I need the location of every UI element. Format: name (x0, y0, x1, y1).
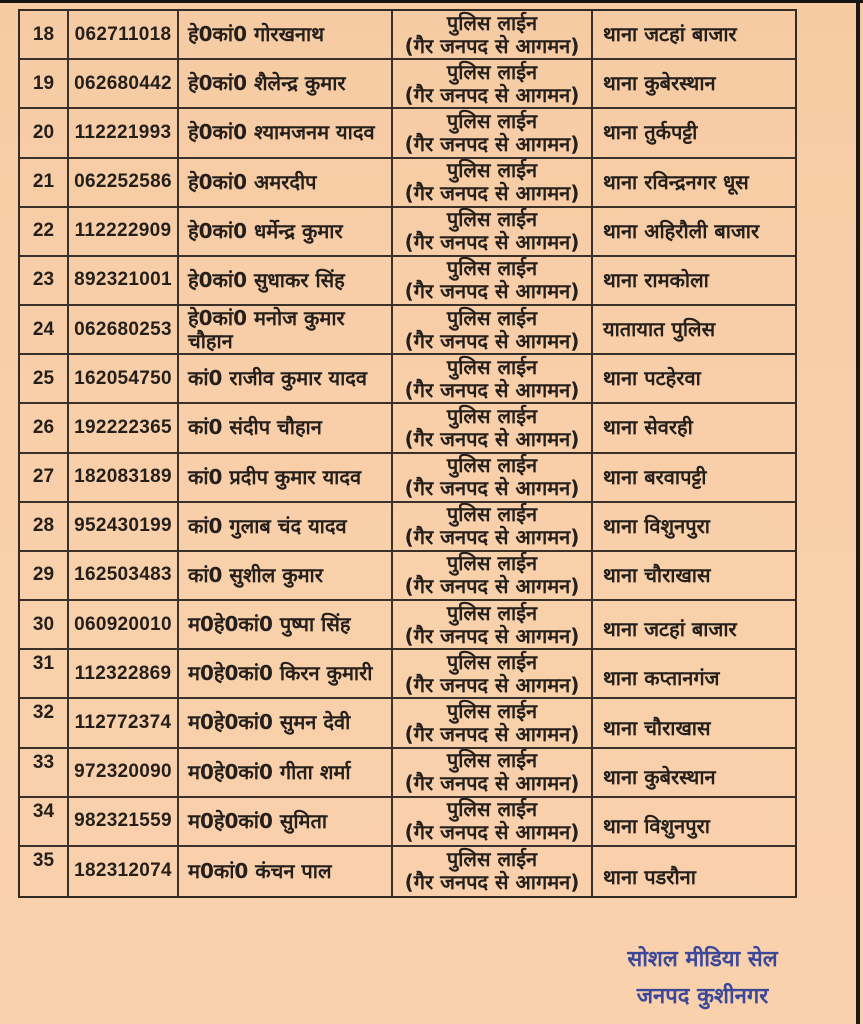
station-cell: थाना विशुनपुरा (603, 813, 710, 838)
posting-cell (393, 749, 593, 796)
serial-number-cell: 33 (20, 749, 69, 796)
serial-number-cell: 32 (20, 699, 69, 746)
posting-cell (393, 552, 593, 599)
name-cell: म0हे0कां0 सुमिता (179, 798, 393, 845)
table-row (20, 355, 795, 404)
serial-number-cell: 29 (20, 552, 69, 599)
station-cell: थाना पडरौना (603, 865, 696, 889)
id-number-cell: 060920010 (69, 601, 179, 648)
serial-number-cell: 22 (20, 208, 69, 255)
posting-line2: (गैर जनपद से आगमन) (404, 476, 580, 501)
name-cell: म0हे0कां0 किरन कुमारी (179, 650, 393, 697)
posting-line2: (गैर जनपद से आगमन) (404, 672, 580, 697)
station-cell: थाना जटहां बाजार (603, 22, 737, 47)
serial-number-cell: 26 (20, 404, 69, 451)
id-number-cell: 972320090 (69, 749, 179, 796)
name-cell: कां0 राजीव कुमार यादव (179, 355, 393, 402)
station-cell: थाना कुबेरस्थान (603, 764, 716, 789)
posting-cell (393, 257, 593, 304)
posting-line2: (गैर जनपद से आगमन) (404, 230, 580, 255)
table-row (20, 699, 795, 748)
serial-number-cell: 31 (20, 650, 69, 697)
station-cell: थाना तुर्कपट्टी (603, 120, 698, 145)
serial-number-cell: 24 (20, 306, 69, 353)
posting-line2: (गैर जनपद से आगमन) (404, 820, 580, 845)
table-row (20, 404, 795, 453)
table-row (20, 257, 795, 306)
posting-line2: (गैर जनपद से आगमन) (404, 279, 580, 304)
posting-cell (393, 847, 593, 896)
posting-line2: (गैर जनपद से आगमन) (404, 721, 580, 746)
posting-line1: पुलिस लाईन (446, 355, 538, 379)
posting-line2: (गैर जनपद से आगमन) (404, 623, 580, 648)
id-number-cell: 112222909 (69, 208, 179, 255)
footer-signature (600, 941, 805, 1015)
serial-number-cell: 25 (20, 355, 69, 402)
posting-line1: पुलिस लाईन (446, 453, 538, 478)
posting-line1: पुलिस लाईन (446, 207, 538, 232)
serial-number-cell: 23 (20, 257, 69, 304)
posting-line2: (गैर जनपद से आगमन) (404, 82, 580, 107)
footer-line-district: जनपद कुशीनगर (636, 984, 769, 1009)
posting-line2: (गैर जनपद से आगमन) (404, 131, 580, 156)
posting-line2: (गैर जनपद से आगमन) (404, 870, 580, 895)
serial-number-cell: 35 (20, 847, 69, 896)
posting-line2: (गैर जनपद से आगमन) (404, 426, 580, 451)
posting-line1: पुलिस लाईन (446, 109, 538, 133)
id-number-cell: 062680253 (69, 306, 179, 353)
posting-cell (393, 60, 593, 107)
posting-line1: पुलिस लाईन (446, 699, 538, 723)
table-row (20, 552, 795, 601)
station-cell: थाना चौराखास (603, 562, 711, 587)
table-row (20, 650, 795, 699)
name-cell: म0कां0 कंचन पाल (179, 847, 393, 896)
posting-cell (393, 306, 593, 353)
posting-cell (393, 208, 593, 255)
posting-line1: पुलिस लाईन (446, 551, 538, 576)
table-row (20, 208, 795, 257)
photo-right-edge (856, 0, 860, 1024)
name-cell: हे0कां0 शैलेन्द्र कुमार (179, 60, 393, 107)
station-cell: थाना विशुनपुरा (603, 513, 710, 538)
posting-cell (393, 503, 593, 550)
table-row (20, 11, 795, 60)
serial-number-cell: 28 (20, 503, 69, 550)
id-number-cell: 952430199 (69, 503, 179, 550)
id-number-cell: 182312074 (69, 847, 179, 896)
station-cell: थाना रविन्द्रनगर धूस (603, 169, 749, 194)
posting-line2: (गैर जनपद से आगमन) (404, 574, 580, 599)
name-cell: कां0 प्रदीप कुमार यादव (179, 454, 393, 501)
name-cell: हे0कां0 श्यामजनम यादव (179, 109, 393, 156)
posting-cell (393, 109, 593, 156)
posting-cell (393, 454, 593, 501)
table-row (20, 749, 795, 798)
posting-line1: पुलिस लाईन (446, 256, 538, 281)
station-cell: थाना सेवरही (603, 415, 693, 440)
posting-line1: पुलिस लाईन (446, 748, 538, 773)
posting-cell (393, 11, 593, 58)
station-cell: थाना चौराखास (603, 715, 711, 740)
name-cell: म0हे0कां0 पुष्पा सिंह (179, 601, 393, 648)
id-number-cell: 892321001 (69, 257, 179, 304)
posting-line1: पुलिस लाईन (446, 11, 538, 35)
station-cell: थाना कुबेरस्थान (603, 71, 716, 96)
id-number-cell: 062711018 (69, 11, 179, 58)
id-number-cell: 062252586 (69, 159, 179, 206)
id-number-cell: 112772374 (69, 699, 179, 746)
posting-cell (393, 699, 593, 746)
station-cell: थाना कप्तानगंज (603, 666, 720, 691)
posting-line1: पुलिस लाईन (446, 158, 538, 183)
station-cell: थाना अहिरौली बाजार (603, 218, 760, 243)
id-number-cell: 982321559 (69, 798, 179, 845)
station-cell: थाना पटहेरवा (603, 366, 701, 391)
id-number-cell: 112221993 (69, 109, 179, 156)
table-row (20, 159, 795, 208)
table-row (20, 60, 795, 109)
serial-number-cell: 21 (20, 159, 69, 206)
posting-line1: पुलिस लाईन (446, 847, 538, 872)
posting-line2: (गैर जनपद से आगमन) (404, 771, 580, 796)
serial-number-cell: 34 (20, 798, 69, 845)
id-number-cell: 182083189 (69, 454, 179, 501)
posting-line2: (गैर जनपद से आगमन) (404, 525, 580, 550)
posting-cell (393, 404, 593, 451)
posting-line1: पुलिस लाईन (446, 797, 538, 822)
id-number-cell: 162503483 (69, 552, 179, 599)
id-number-cell: 112322869 (69, 650, 179, 697)
serial-number-cell: 20 (20, 109, 69, 156)
table-row (20, 454, 795, 503)
posting-line1: पुलिस लाईन (446, 60, 538, 84)
posting-line2: (गैर जनपद से आगमन) (404, 328, 580, 353)
posting-line1: पुलिस लाईन (446, 306, 538, 330)
station-cell: थाना जटहां बाजार (603, 617, 737, 642)
serial-number-cell: 18 (20, 11, 69, 58)
station-cell: थाना बरवापट्टी (603, 464, 707, 489)
serial-number-cell: 19 (20, 60, 69, 107)
posting-cell (393, 355, 593, 402)
posting-cell (393, 798, 593, 845)
table-row (20, 798, 795, 847)
table-row (20, 109, 795, 158)
posting-cell (393, 159, 593, 206)
name-cell: म0हे0कां0 सुमन देवी (179, 699, 393, 746)
name-cell: हे0कां0 धर्मेन्द्र कुमार (179, 208, 393, 255)
table-row (20, 503, 795, 552)
posting-cell (393, 650, 593, 697)
name-cell: हे0कां0 सुधाकर सिंह (179, 257, 393, 304)
serial-number-cell: 30 (20, 601, 69, 648)
station-cell: थाना रामकोला (603, 267, 709, 292)
posting-line1: पुलिस लाईन (446, 601, 538, 625)
name-cell: हे0कां0 मनोज कुमार चौहान (179, 306, 393, 353)
station-cell: यातायात पुलिस (603, 317, 716, 342)
posting-line1: पुलिस लाईन (446, 650, 538, 674)
id-number-cell: 192222365 (69, 404, 179, 451)
name-cell: हे0कां0 गोरखनाथ (179, 11, 393, 58)
table-row (20, 847, 795, 896)
table-row (20, 601, 795, 650)
posting-line1: पुलिस लाईन (446, 502, 538, 527)
posting-line2: (गैर जनपद से आगमन) (404, 377, 580, 402)
posting-line1: पुलिस लाईन (446, 404, 538, 428)
name-cell: कां0 संदीप चौहान (179, 404, 393, 451)
id-number-cell: 162054750 (69, 355, 179, 402)
name-cell: कां0 गुलाब चंद यादव (179, 503, 393, 550)
name-cell: कां0 सुशील कुमार (179, 552, 393, 599)
posting-cell (393, 601, 593, 648)
photo-top-edge (0, 0, 863, 3)
id-number-cell: 062680442 (69, 60, 179, 107)
serial-number-cell: 27 (20, 454, 69, 501)
personnel-table (18, 9, 797, 898)
table-row (20, 306, 795, 355)
posting-line2: (गैर जनपद से आगमन) (404, 181, 580, 206)
footer-line-social-media-cell: सोशल मीडिया सेल (627, 947, 778, 972)
posting-line2: (गैर जनपद से आगमन) (404, 33, 580, 58)
name-cell: म0हे0कां0 गीता शर्मा (179, 749, 393, 796)
name-cell: हे0कां0 अमरदीप (179, 159, 393, 206)
